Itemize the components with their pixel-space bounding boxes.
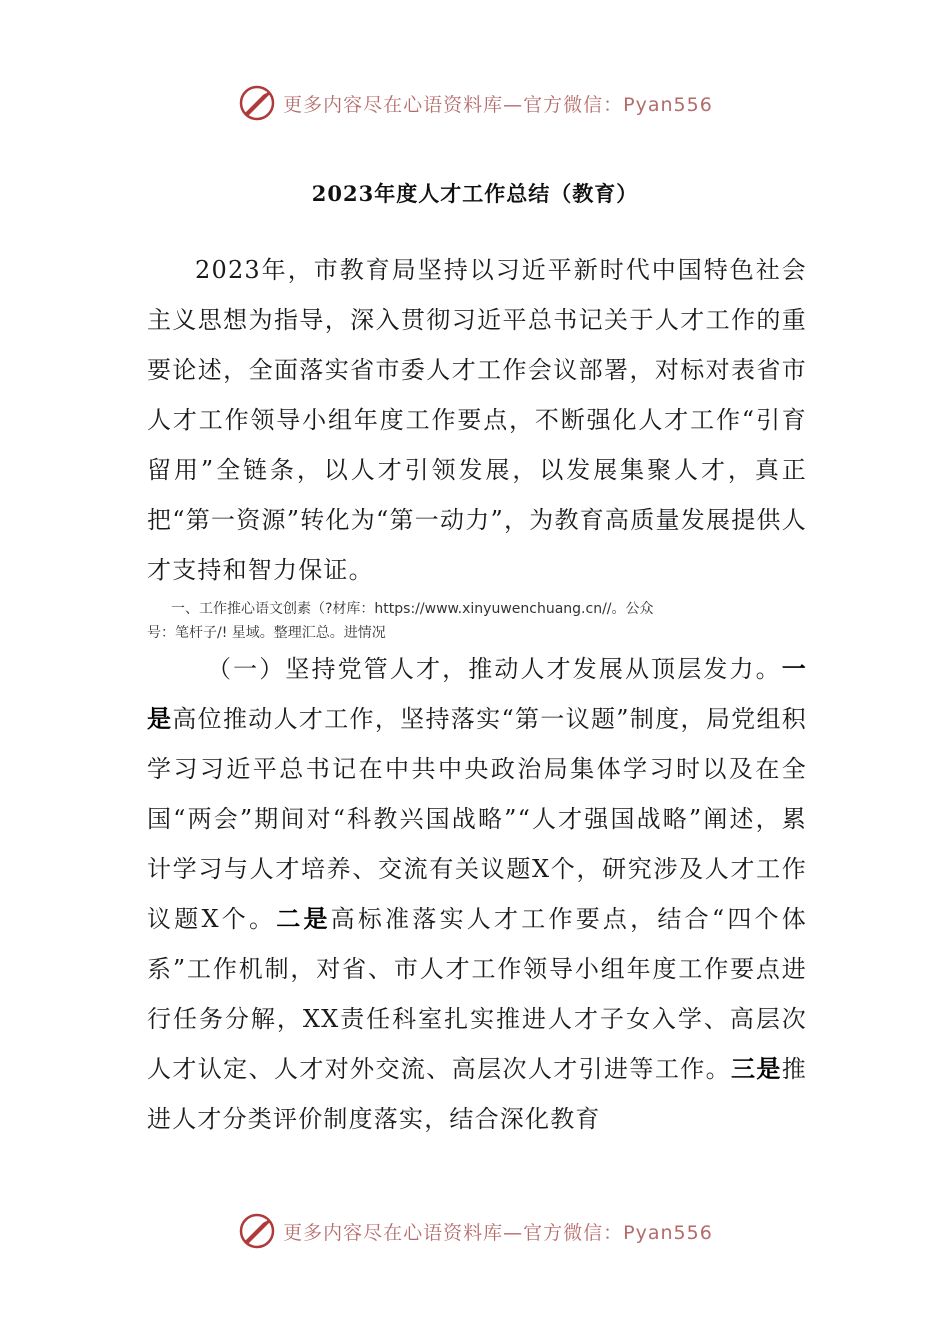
emphasis-third: 三是 <box>731 1054 782 1083</box>
quill-pen-logo-icon <box>237 1211 277 1251</box>
paragraph-text-1: （一）坚持党管人才，推动人才发展从顶层发力。 <box>207 655 782 683</box>
section-heading-note <box>147 597 827 645</box>
watermark-text: 更多内容尽在心语资料库—官方微信：Pyan556 <box>283 1221 713 1244</box>
watermark-banner-top <box>0 80 950 126</box>
paragraph-text-3: 高标准落实人才工作要点，结合“四个体系”工作机制，对省、市人才工作领导小组年度工作要点进行任务分解，XX责任科室扎实推进人才子女入学、高层次人才认定、人才对外交流、高层次人才引进等工作。 <box>147 905 807 1083</box>
document-title: 2023年度人才工作总结（教育） <box>311 181 639 206</box>
paragraph-text-2: 高位推动人才工作，坚持落实“第一议题”制度，局党组积学习习近平总书记在中共中央政治局集体学习时以及在全国“两会”期间对“科教兴国战略”“人才强国战略”阐述，累计学习与人才培养、交流有关议题X个，研究涉及人才工作议题X个。 <box>147 705 807 933</box>
note-line-1: 一、工作推心语文创素（?材库：https://www.xinyuwenchuang.cn//。公众 <box>171 601 654 617</box>
intro-paragraph: 2023年，市教育局坚持以习近平新时代中国特色社会主义思想为指导，深入贯彻习近平总书记关于人才工作的重要论述，全面落实省市委人才工作会议部署，对标对表省市人才工作领导小组年度工作要点，不断强化人才工作“引育留用”全链条，以人才引领发展，以发展集聚人才，真正把“第一资源”转化为“第一动力”，为教育高质量发展提供人才支持和智力保证。 <box>147 256 807 584</box>
watermark-text: 更多内容尽在心语资料库—官方微信：Pyan556 <box>283 93 713 116</box>
watermark-banner-bottom <box>0 1208 950 1254</box>
quill-pen-logo-icon <box>237 83 277 123</box>
paragraph-text-4: 推进人才分类评价制度落实，结合深化教育 <box>147 1055 807 1133</box>
emphasis-first: 一是 <box>147 654 807 733</box>
note-line-2: 号：笔杆子/! 星域。整理汇总。进情况 <box>147 625 386 641</box>
emphasis-second: 二是 <box>276 904 331 933</box>
section-paragraph <box>147 644 807 1144</box>
